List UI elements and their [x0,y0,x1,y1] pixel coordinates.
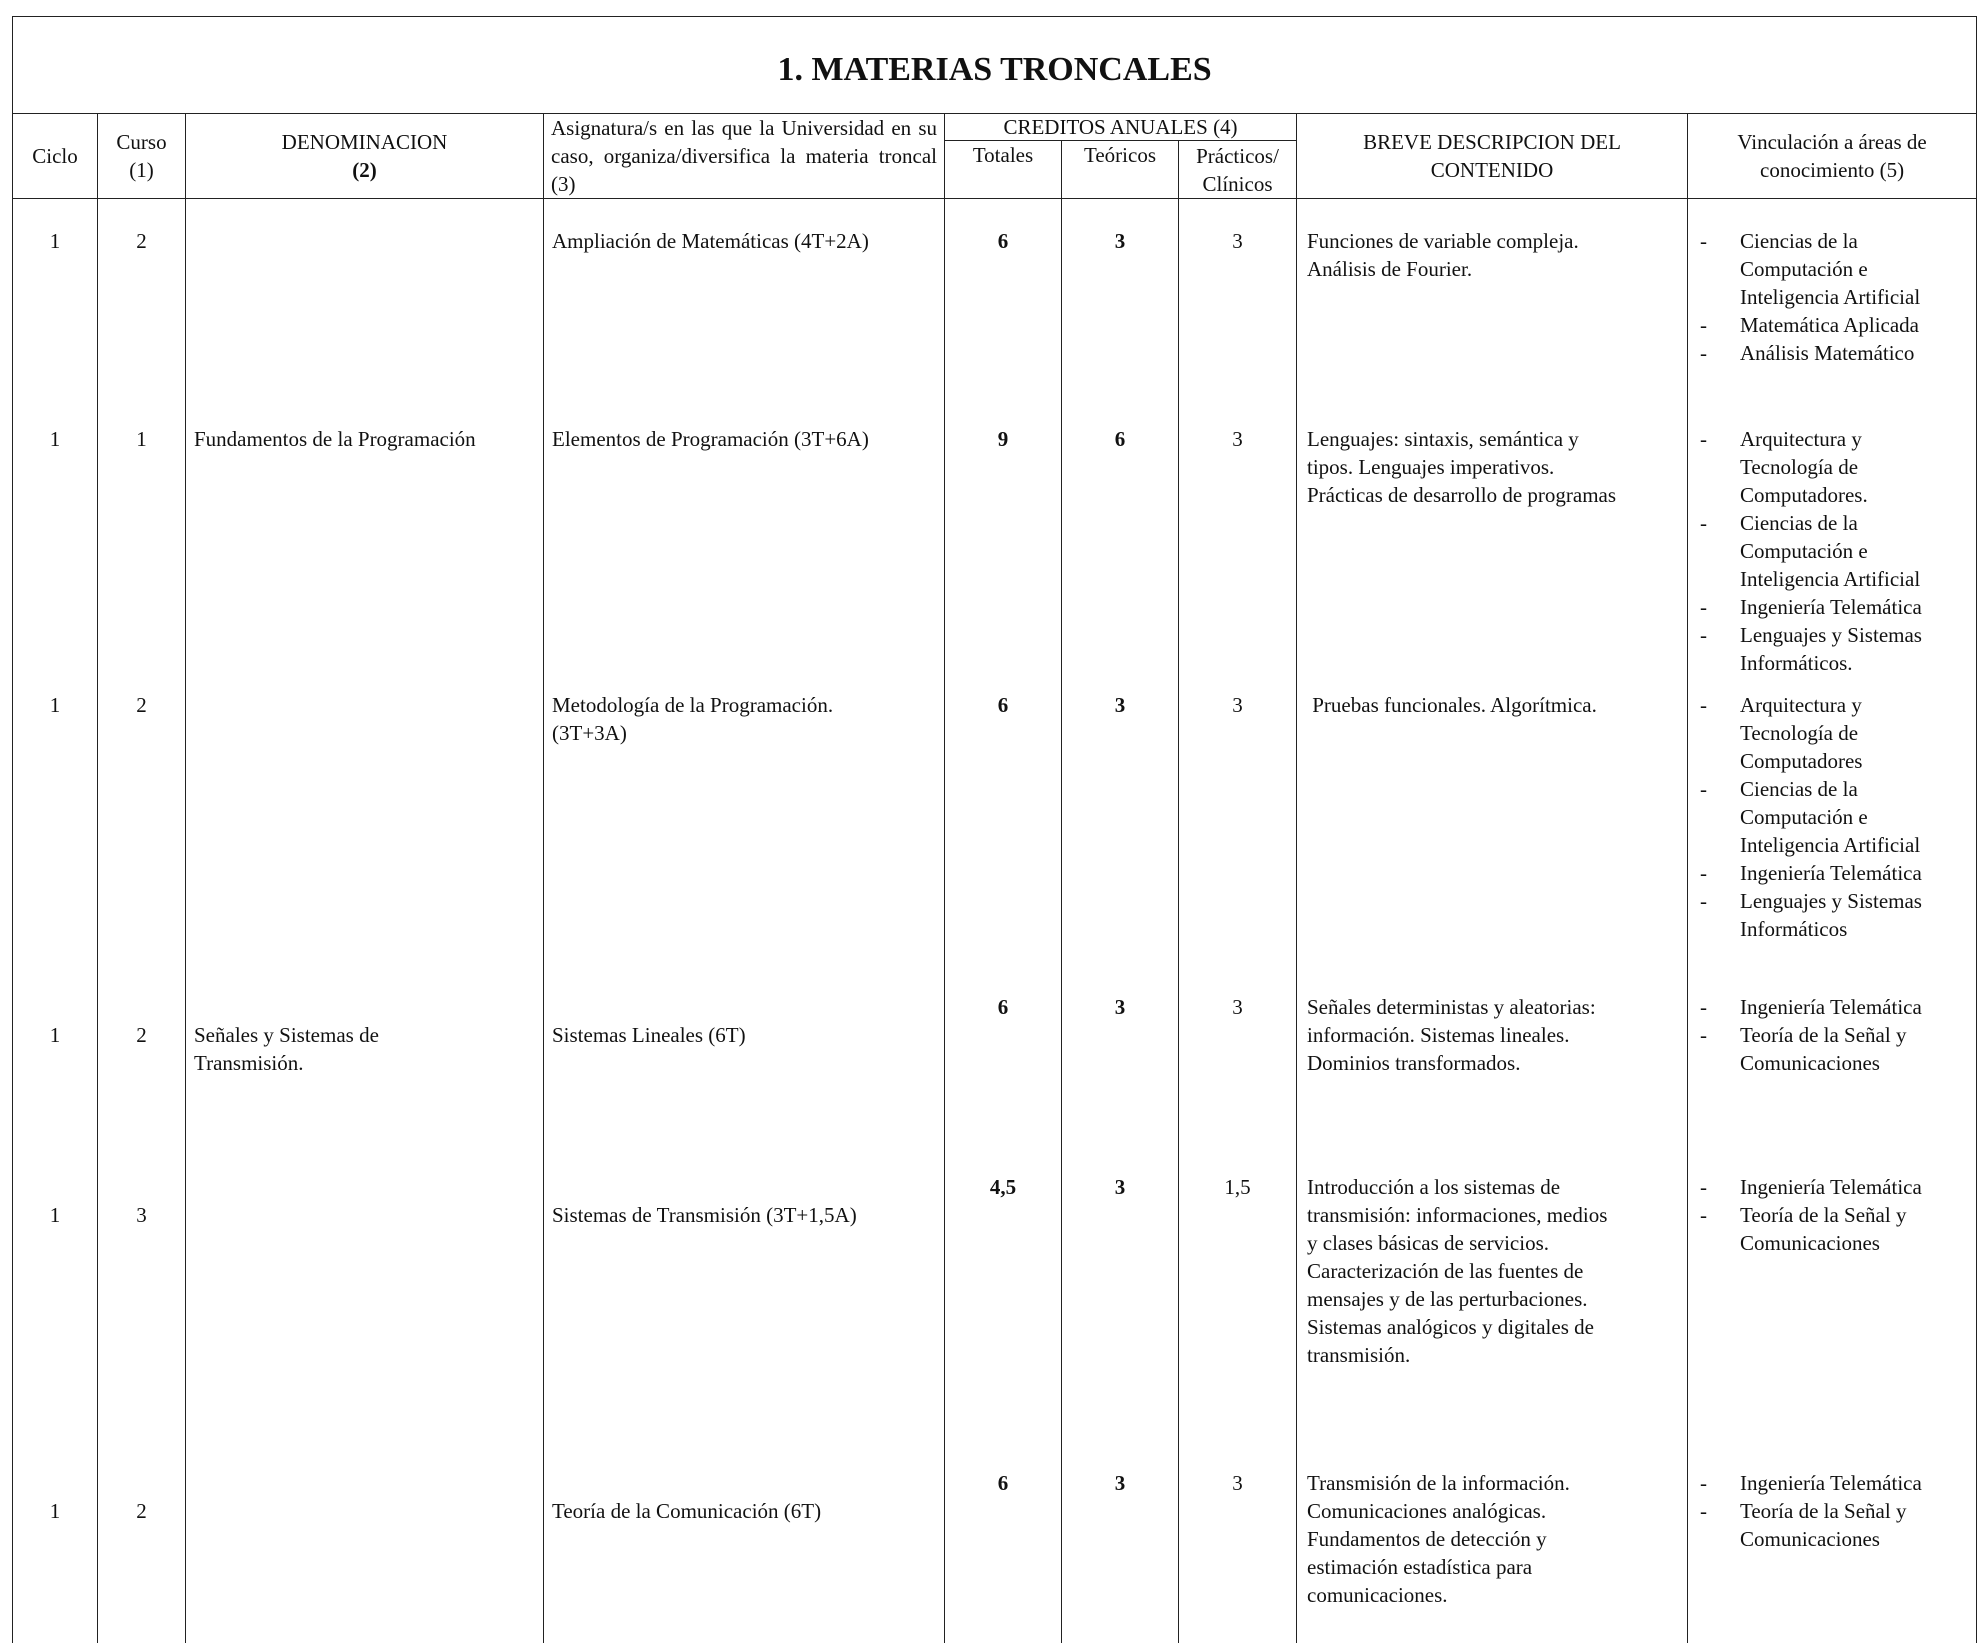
dash-marker: - [1700,1471,1707,1495]
header-practicos-line1: Prácticos/ [1196,143,1279,168]
cell-teoricos: 3 [1062,981,1179,1161]
cell-practicos: 3 [1179,1457,1297,1643]
area-item [1700,593,1972,621]
cell-descripcion: Transmisión de la información. Comunicaciones analógicas. Fundamentos de detección y estimación estadística para comunicaciones. [1297,1457,1688,1643]
area-label: Lenguajes y Sistemas Informáticos [1740,889,1922,941]
area-label: Ciencias de la Computación e Inteligencia Artificial [1740,229,1921,309]
area-item [1700,621,1972,677]
header-denominacion [186,114,544,199]
table-row [13,199,1977,424]
cell-denominacion [186,1457,544,1643]
dash-marker: - [1700,427,1707,451]
header-vinculacion-line1: Vinculación a áreas de [1737,130,1927,154]
cell-areas [1688,199,1977,424]
header-curso-note: (1) [129,158,154,182]
cell-descripcion: Funciones de variable compleja. Análisis de Fourier. [1297,199,1688,424]
page-title: 1. MATERIAS TRONCALES [13,17,1977,114]
area-item [1700,887,1972,943]
area-item [1700,1201,1972,1257]
cell-areas [1688,689,1977,981]
cell-curso: 1 [98,423,186,689]
cell-totales: 4,5 [945,1161,1062,1457]
cell-ciclo: 1 [13,1161,98,1457]
table-row [13,689,1977,981]
area-item [1700,1497,1972,1553]
area-label: Análisis Matemático [1740,341,1915,365]
cell-denominacion [186,199,544,424]
cell-practicos: 3 [1179,423,1297,689]
area-label: Ciencias de la Computación e Inteligencia Artificial [1740,777,1921,857]
dash-marker: - [1700,1203,1707,1227]
header-practicos-line2: Clínicos [1202,171,1273,196]
dash-marker: - [1700,889,1707,913]
header-teoricos: Teóricos [1062,141,1179,199]
cell-teoricos: 6 [1062,423,1179,689]
header-descripcion [1297,114,1688,199]
dash-marker: - [1700,595,1707,619]
troncales-sheet [12,16,1976,1607]
cell-ciclo: 1 [13,689,98,981]
dash-marker: - [1700,229,1707,253]
cell-curso: 2 [98,981,186,1161]
cell-asignatura: Elementos de Programación (3T+6A) [544,423,945,689]
cell-descripcion: Señales deterministas y aleatorias: información. Sistemas lineales. Dominios transformados. [1297,981,1688,1161]
cell-curso: 2 [98,689,186,981]
area-item [1700,339,1972,367]
cell-areas [1688,981,1977,1161]
area-label: Ingeniería Telemática [1740,995,1922,1019]
area-label: Teoría de la Señal y Comunicaciones [1740,1203,1907,1255]
cell-asignatura: Teoría de la Comunicación (6T) [544,1457,945,1643]
cell-practicos: 1,5 [1179,1161,1297,1457]
area-label: Ingeniería Telemática [1740,861,1922,885]
area-label: Teoría de la Señal y Comunicaciones [1740,1499,1907,1551]
cell-ciclo: 1 [13,1457,98,1643]
cell-teoricos: 3 [1062,199,1179,424]
area-label: Ciencias de la Computación e Inteligencia Artificial [1740,511,1921,591]
cell-denominacion [186,1161,544,1457]
cell-curso: 2 [98,1457,186,1643]
cell-areas [1688,423,1977,689]
dash-marker: - [1700,313,1707,337]
cell-areas [1688,1161,1977,1457]
cell-teoricos: 3 [1062,1457,1179,1643]
header-creditos: CREDITOS ANUALES (4) [945,114,1297,141]
cell-totales: 6 [945,689,1062,981]
area-item [1700,775,1972,859]
header-denominacion-label: DENOMINACION [281,130,448,154]
area-label: Ingeniería Telemática [1740,1471,1922,1495]
cell-curso: 2 [98,199,186,424]
header-ciclo: Ciclo [13,114,98,199]
dash-marker: - [1700,1499,1707,1523]
cell-descripcion: Lenguajes: sintaxis, semántica y tipos. Lenguajes imperativos. Prácticas de desarrollo de programas [1297,423,1688,689]
dash-marker: - [1700,341,1707,365]
cell-descripcion: Pruebas funcionales. Algorítmica. [1297,689,1688,981]
dash-marker: - [1700,511,1707,535]
dash-marker: - [1700,1175,1707,1199]
header-row [13,114,1977,141]
area-label: Lenguajes y Sistemas Informáticos. [1740,623,1922,675]
header-descripcion-line1: BREVE DESCRIPCION DEL [1363,130,1621,154]
cell-practicos: 3 [1179,981,1297,1161]
materias-table [12,16,1977,1643]
area-label: Ingeniería Telemática [1740,595,1922,619]
area-item [1700,509,1972,593]
table-row [13,1457,1977,1643]
dash-marker: - [1700,861,1707,885]
header-vinculacion [1688,114,1977,199]
cell-descripcion: Introducción a los sistemas de transmisión: informaciones, medios y clases básicas de servicios. Caracterización de las fuentes de mensajes y de las perturbaciones. Sistemas analógicos y digitales de transmisión. [1297,1161,1688,1457]
cell-totales: 6 [945,1457,1062,1643]
area-item [1700,311,1972,339]
header-vinculacion-line2: conocimiento (5) [1760,158,1905,182]
cell-denominacion [186,689,544,981]
area-label: Ingeniería Telemática [1740,1175,1922,1199]
area-item [1700,1469,1972,1497]
area-label: Matemática Aplicada [1740,313,1920,337]
header-curso-label: Curso [116,130,167,154]
cell-areas [1688,1457,1977,1643]
area-item [1700,1021,1972,1077]
dash-marker: - [1700,1023,1707,1047]
dash-marker: - [1700,693,1707,717]
cell-denominacion: Señales y Sistemas de Transmisión. [186,981,544,1161]
cell-asignatura: Ampliación de Matemáticas (4T+2A) [544,199,945,424]
cell-asignatura: Metodología de la Programación. (3T+3A) [544,689,945,981]
area-item [1700,691,1972,775]
header-denominacion-note: (2) [352,158,377,182]
cell-teoricos: 3 [1062,1161,1179,1457]
area-item [1700,993,1972,1021]
area-item [1700,1173,1972,1201]
cell-totales: 9 [945,423,1062,689]
cell-practicos: 3 [1179,689,1297,981]
cell-ciclo: 1 [13,981,98,1161]
area-label: Arquitectura y Tecnología de Computadores [1740,693,1863,773]
cell-ciclo: 1 [13,423,98,689]
cell-curso: 3 [98,1161,186,1457]
table-row [13,1161,1977,1457]
cell-totales: 6 [945,981,1062,1161]
area-item [1700,859,1972,887]
header-practicos [1179,141,1297,199]
header-totales: Totales [945,141,1062,199]
dash-marker: - [1700,995,1707,1019]
area-label: Arquitectura y Tecnología de Computadores. [1740,427,1868,507]
area-item [1700,425,1972,509]
header-descripcion-line2: CONTENIDO [1430,158,1554,182]
cell-asignatura: Sistemas de Transmisión (3T+1,5A) [544,1161,945,1457]
header-curso [98,114,186,199]
dash-marker: - [1700,623,1707,647]
cell-teoricos: 3 [1062,689,1179,981]
table-row [13,423,1977,689]
header-asignatura: Asignatura/s en las que la Universidad en su caso, organiza/diversifica la materia troncal (3) [544,114,945,199]
cell-asignatura: Sistemas Lineales (6T) [544,981,945,1161]
area-label: Teoría de la Señal y Comunicaciones [1740,1023,1907,1075]
cell-denominacion: Fundamentos de la Programación [186,423,544,689]
dash-marker: - [1700,777,1707,801]
cell-totales: 6 [945,199,1062,424]
table-row [13,981,1977,1161]
cell-practicos: 3 [1179,199,1297,424]
area-item [1700,227,1972,311]
cell-ciclo: 1 [13,199,98,424]
